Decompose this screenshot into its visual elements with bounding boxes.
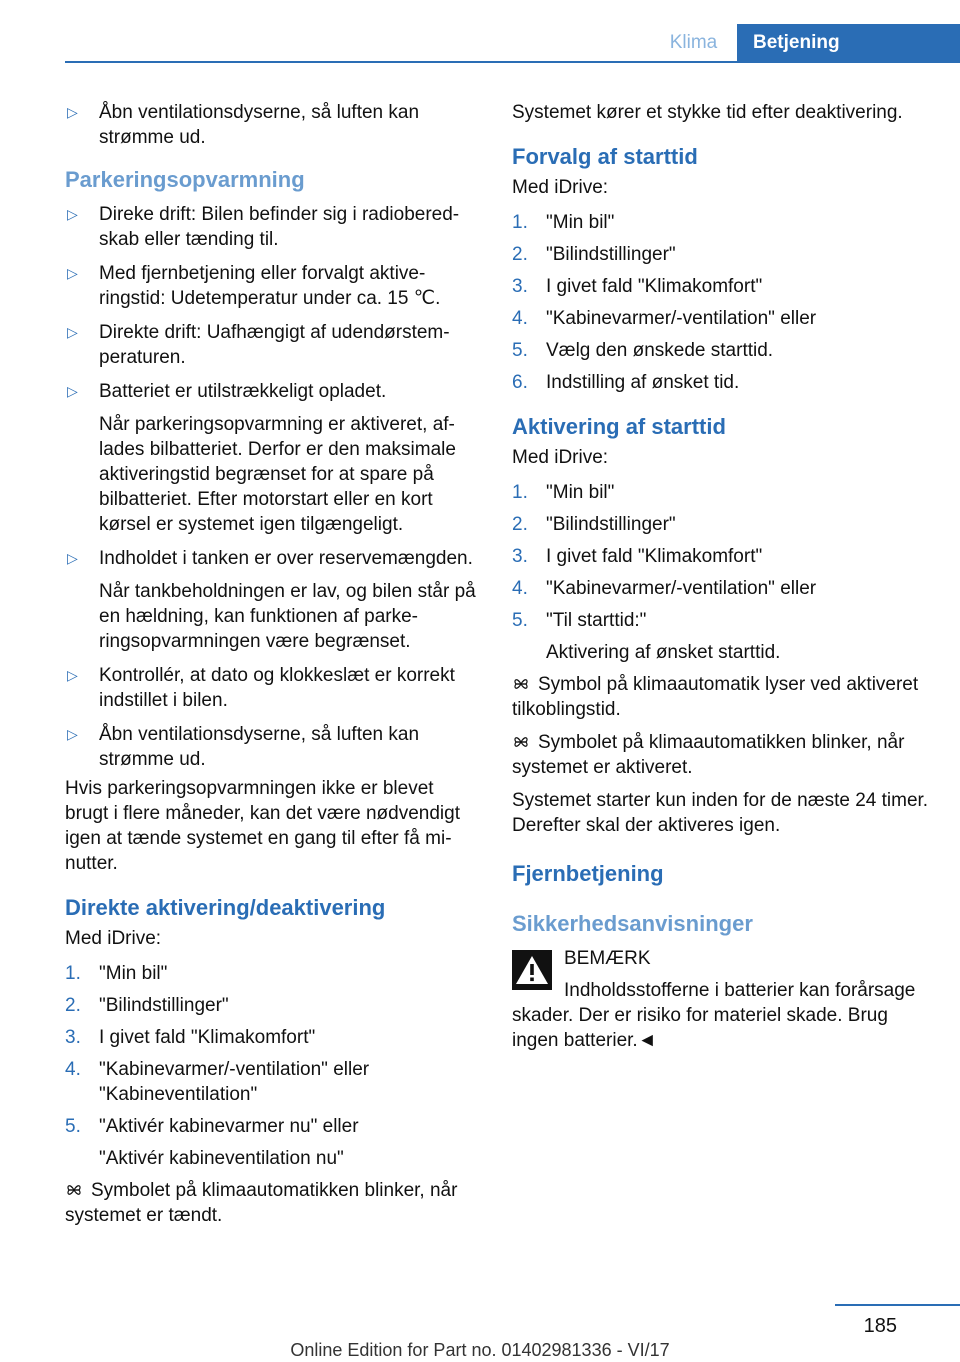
step-text: Indstilling af ønsket tid. xyxy=(546,372,740,393)
triangle-bullet-icon: ▷ xyxy=(67,550,78,566)
step-number: 6. xyxy=(512,372,528,393)
bullet-item xyxy=(65,261,480,311)
step-number: 2. xyxy=(512,514,528,535)
heading-direkte-aktivering: Direkte aktivering/deaktivering xyxy=(65,895,386,920)
step-number: 3. xyxy=(512,276,528,297)
numbered-step xyxy=(512,480,932,505)
numbered-step xyxy=(512,274,932,299)
step-text: "Kabinevarmer/-ventilation" eller xyxy=(546,308,817,329)
bullet-text: Åbn ventilationsdyserne, så luften kan strømme ud. xyxy=(99,102,420,148)
step-number: 1. xyxy=(65,963,81,984)
section-tab-klima[interactable]: Klima xyxy=(669,32,718,53)
heading-sikkerhedsanvisninger: Sikkerhedsanvisninger xyxy=(512,911,753,936)
bullet-text: Indholdet i tanken er over reservemængden. xyxy=(99,548,473,569)
bullet-item xyxy=(65,379,480,537)
fan-icon xyxy=(512,734,530,750)
right-column xyxy=(512,100,932,1053)
step-text: "Min bil" xyxy=(546,212,615,233)
triangle-bullet-icon: ▷ xyxy=(67,265,78,281)
step-number: 1. xyxy=(512,212,528,233)
bullet-text: Kontrollér, at dato og klokkeslæt er korrekt indstillet i bilen. xyxy=(99,665,455,711)
numbered-step xyxy=(512,544,932,569)
step-text: "Bilindstillinger" xyxy=(546,514,676,535)
step-text: I givet fald "Klimakomfort" xyxy=(546,546,763,567)
numbered-step xyxy=(512,242,932,267)
bullet-text: Åbn ventilationsdyserne, så luften kan strømme ud. xyxy=(99,724,420,770)
step-text: "Bilindstillinger" xyxy=(99,995,229,1016)
step-number: 3. xyxy=(512,546,528,567)
paragraph: Systemet starter kun inden for de næste 24 timer. Derefter skal der aktiveres igen. xyxy=(512,790,929,836)
numbered-step xyxy=(512,370,932,395)
bullet-text: Direkte drift: Uafhængigt af udendørstemperaturen. xyxy=(99,322,450,368)
step-number: 4. xyxy=(65,1059,81,1080)
step-subtext: Aktivering af ønsket starttid. xyxy=(546,642,781,663)
step-text: I givet fald "Klimakomfort" xyxy=(546,276,763,297)
step-number: 3. xyxy=(65,1027,81,1048)
step-number: 5. xyxy=(512,340,528,361)
step-text: "Kabinevarmer/-ventilation" eller "Kabineventilation" xyxy=(99,1059,370,1105)
paragraph: Hvis parkeringsopvarmningen ikke er blevet brugt i flere måneder, kan det være nødvendigt igen at tænde systemet en gang til efter få minutter. xyxy=(65,778,461,874)
numbered-step xyxy=(512,210,932,235)
warning-block xyxy=(512,946,932,971)
bullet-item xyxy=(65,722,480,772)
paragraph: Systemet kører et stykke tid efter deaktivering. xyxy=(512,102,903,123)
symbol-note xyxy=(512,672,932,722)
idrive-label: Med iDrive: xyxy=(512,177,609,198)
triangle-bullet-icon: ▷ xyxy=(67,667,78,683)
bullet-item xyxy=(65,202,480,252)
page-number: 185 xyxy=(863,1315,897,1337)
numbered-step xyxy=(65,1114,480,1171)
triangle-bullet-icon: ▷ xyxy=(67,104,78,120)
edition-note: Online Edition for Part no. 01402981336 - VI/17 xyxy=(290,1340,670,1360)
fan-icon xyxy=(512,676,530,692)
symbol-note-text: Symbolet på klimaautomatikken blinker, når systemet er aktiveret. xyxy=(512,732,905,778)
bullet-item xyxy=(65,546,480,654)
symbol-note-text: Symbol på klimaautomatik lyser ved aktiveret tilkoblingstid. xyxy=(512,674,919,720)
bullet-text: Med fjernbetjening eller forvalgt aktiveringstid: Udetemperatur under ca. 15 ℃. xyxy=(99,263,441,309)
section-tab-betjening[interactable]: Betjening xyxy=(737,24,960,62)
triangle-bullet-icon: ▷ xyxy=(67,206,78,222)
triangle-bullet-icon: ▷ xyxy=(67,324,78,340)
warning-triangle-icon xyxy=(512,950,552,990)
step-text: "Til starttid:" xyxy=(546,610,647,631)
step-number: 4. xyxy=(512,308,528,329)
numbered-step xyxy=(65,1057,480,1107)
numbered-step xyxy=(65,1025,480,1050)
numbered-step xyxy=(512,576,932,601)
step-number: 5. xyxy=(512,610,528,631)
step-number: 2. xyxy=(512,244,528,265)
bullet-item xyxy=(65,100,480,150)
numbered-step xyxy=(512,512,932,537)
bullet-text: Direke drift: Bilen befinder sig i radioberedskab eller tænding til. xyxy=(99,204,460,250)
step-subtext: "Aktivér kabineventilation nu" xyxy=(99,1148,344,1169)
bullet-subtext: Når parkeringsopvarmning er aktiveret, aflades bilbatteriet. Derfor er den maksimale aktiveringstid begrænset for at spare på bilbatteriet. Efter motorstart eller en kort kørsel er systemet igen tilgængeligt. xyxy=(99,414,456,535)
warning-title: BEMÆRK xyxy=(564,948,651,969)
heading-forvalg-starttid: Forvalg af starttid xyxy=(512,144,698,169)
footer-rule xyxy=(835,1304,960,1306)
step-text: "Min bil" xyxy=(99,963,168,984)
numbered-step xyxy=(65,993,480,1018)
step-text: Vælg den ønskede starttid. xyxy=(546,340,774,361)
step-number: 2. xyxy=(65,995,81,1016)
step-text: "Min bil" xyxy=(546,482,615,503)
step-text: "Bilindstillinger" xyxy=(546,244,676,265)
heading-parkeringsopvarmning: Parkeringsopvarmning xyxy=(65,167,305,192)
step-text: "Aktivér kabinevarmer nu" eller xyxy=(99,1116,359,1137)
heading-fjernbetjening: Fjernbetjening xyxy=(512,861,664,886)
numbered-step xyxy=(512,608,932,665)
left-column xyxy=(65,100,480,1236)
idrive-label: Med iDrive: xyxy=(65,928,162,949)
heading-aktivering-starttid: Aktivering af starttid xyxy=(512,414,726,439)
page-header xyxy=(0,0,960,62)
numbered-step xyxy=(65,961,480,986)
numbered-step xyxy=(512,338,932,363)
idrive-label: Med iDrive: xyxy=(512,447,609,468)
bullet-subtext: Når tankbeholdningen er lav, og bilen står på en hældning, kan funktionen af parkeringsopvarmningen være begrænset. xyxy=(99,581,476,652)
step-number: 1. xyxy=(512,482,528,503)
bullet-item xyxy=(65,663,480,713)
numbered-step xyxy=(512,306,932,331)
symbol-note xyxy=(512,730,932,780)
symbol-note xyxy=(65,1178,480,1228)
warning-text: Indholdsstofferne i batterier kan forårsage skader. Der er risiko for materiel skade. Brug ingen batterier.◄ xyxy=(512,980,916,1051)
bullet-item xyxy=(65,320,480,370)
step-text: I givet fald "Klimakomfort" xyxy=(99,1027,316,1048)
bullet-text: Batteriet er utilstrækkeligt opladet. xyxy=(99,381,387,402)
header-rule xyxy=(65,61,960,63)
step-number: 4. xyxy=(512,578,528,599)
step-number: 5. xyxy=(65,1116,81,1137)
triangle-bullet-icon: ▷ xyxy=(67,383,78,399)
symbol-note-text: Symbolet på klimaautomatikken blinker, når systemet er tændt. xyxy=(65,1180,458,1226)
step-text: "Kabinevarmer/-ventilation" eller xyxy=(546,578,817,599)
fan-icon xyxy=(65,1182,83,1198)
triangle-bullet-icon: ▷ xyxy=(67,726,78,742)
